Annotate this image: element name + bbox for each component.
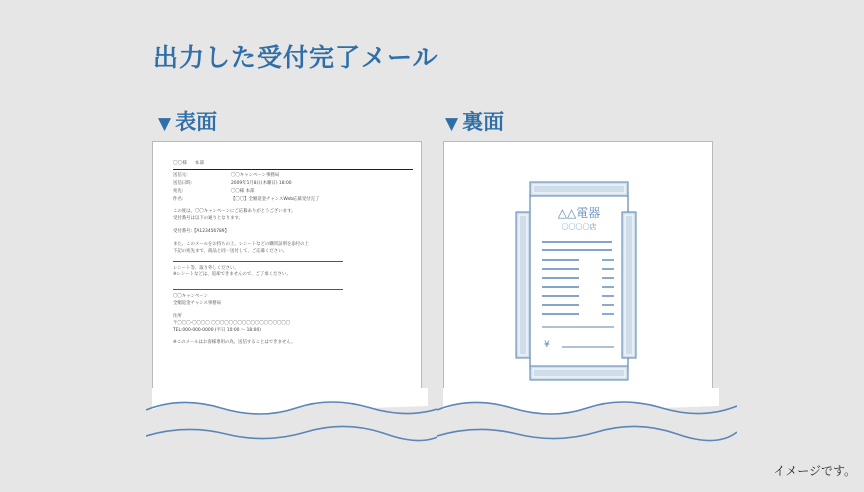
- email-paragraph: レシート等、取り外しください。 ※レシートなどは、返却できませんので、ご了承ください。: [173, 265, 291, 278]
- email-document: [173, 160, 413, 347]
- email-header-value: 【〇〇】全額返金チャンスWeb応募受付完了: [231, 196, 320, 202]
- email-header-value: 〇〇キャンペーン事務局: [231, 173, 280, 179]
- email-paragraph: この度は、〇〇キャンペーンにご応募ありがとうございます。 受付番号は以下の通りとなります。: [173, 209, 296, 222]
- tape-left: [516, 212, 530, 358]
- email-paragraph: 受付番号:【A123456789】: [173, 229, 229, 235]
- email-paragraph: また、このメールをお持ちの上、レシートなどの購買証明を添付の上 下記の宛先まで、商品と同一送付して、ご応募ください。: [173, 241, 309, 254]
- wave-lines-front: [146, 388, 446, 448]
- receipt-shop-name: △△電器: [557, 206, 601, 220]
- receipt-yen-sign: ¥: [544, 340, 550, 350]
- tape-bottom: [530, 366, 628, 380]
- wave-lines-back: [437, 388, 737, 448]
- email-paragraph: ※このメールはお客様専用の為、送信することはできません。: [173, 340, 296, 346]
- triangle-down-icon: ▼: [158, 114, 172, 134]
- email-header: [173, 173, 413, 203]
- email-paragraph: 住所 〒〇〇〇-〇〇〇〇 〇〇〇〇〇〇〇〇〇〇〇〇〇〇〇〇〇〇 TEL:000-000-0000 (平日 10:00 ～ 18:00): [173, 313, 291, 333]
- email-header-value: 2009年1月8日(木曜日) 18:00: [231, 180, 292, 186]
- email-header-row: [173, 181, 413, 188]
- email-header-row: [173, 173, 413, 180]
- front-label-text: 表面: [175, 110, 218, 134]
- email-header-label: 送信元:: [173, 173, 188, 179]
- tape-right: [622, 212, 636, 358]
- email-header-row: [173, 197, 413, 204]
- back-label-text: 裏面: [462, 110, 505, 134]
- email-paragraph: 〇〇キャンペーン 全額返金チャンス事務局: [173, 294, 222, 307]
- email-recipient: 〇〇様 本部: [173, 160, 413, 170]
- front-section-label: [158, 106, 217, 136]
- email-header-value: 〇〇様 本部: [231, 188, 255, 194]
- receipt-branch-name: 〇〇〇〇店: [561, 223, 597, 231]
- tape-top: [530, 182, 628, 196]
- divider: [173, 289, 343, 290]
- email-header-row: [173, 189, 413, 196]
- triangle-down-icon: ▼: [445, 114, 459, 134]
- divider: [173, 261, 343, 262]
- back-section-label: [445, 106, 504, 136]
- image-caption: イメージです。: [773, 464, 856, 478]
- email-header-label: 送信日時:: [173, 180, 193, 186]
- email-header-label: 宛先:: [173, 188, 184, 194]
- page-title: 出力した受付完了メール: [153, 43, 439, 72]
- email-header-label: 件名:: [173, 196, 184, 202]
